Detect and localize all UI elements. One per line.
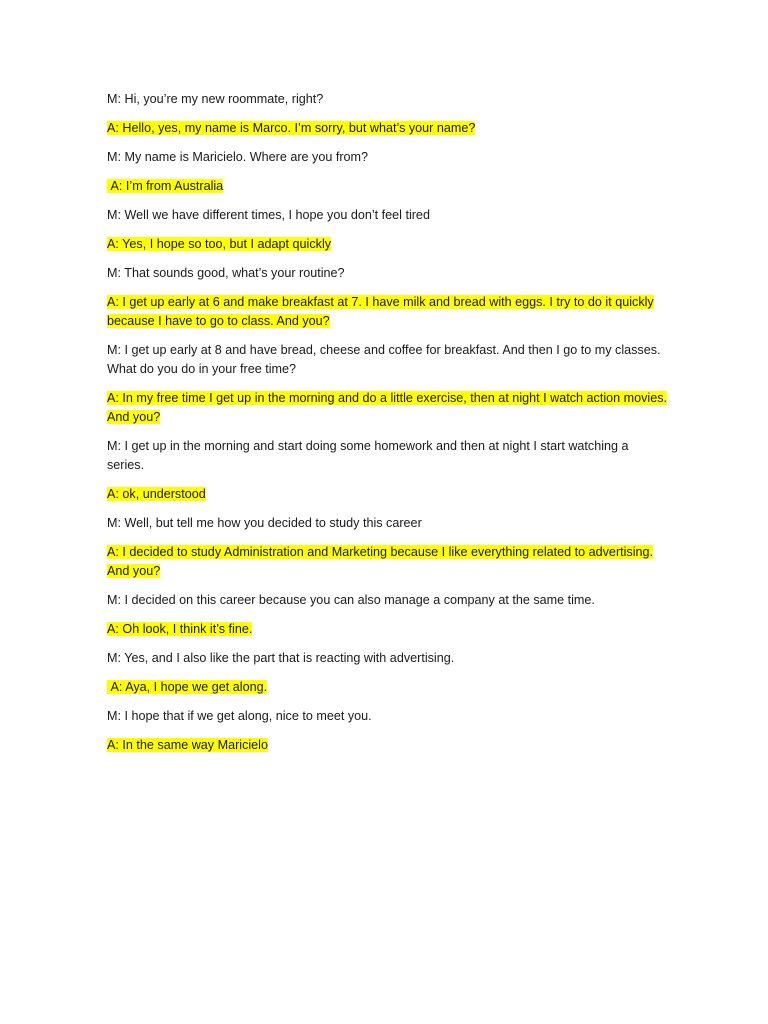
dialogue-line-a: [107, 543, 667, 581]
dialogue-line-m: [107, 649, 667, 668]
dialogue-line-m: [107, 206, 667, 225]
dialogue-line-a: [107, 177, 667, 196]
dialogue-line-a: [107, 678, 667, 697]
dialogue-text: M: I decided on this career because you can also manage a company at the same time.: [107, 593, 595, 607]
dialogue-text: M: I get up in the morning and start doing some homework and then at night I start watching a series.: [107, 439, 629, 472]
dialogue-text: M: That sounds good, what’s your routine?: [107, 266, 345, 280]
dialogue-line-m: [107, 264, 667, 283]
dialogue-line-m: [107, 707, 667, 726]
dialogue-text: M: My name is Maricielo. Where are you from?: [107, 150, 369, 164]
dialogue-line-m: [107, 591, 667, 610]
dialogue-text: A: In the same way Maricielo: [107, 738, 268, 752]
dialogue-text: A: Hello, yes, my name is Marco. I’m sorry, but what’s your name?: [107, 121, 476, 135]
dialogue-text: M: Well, but tell me how you decided to study this career: [107, 516, 422, 530]
dialogue-text: M: Hi, you’re my new roommate, right?: [107, 92, 324, 106]
dialogue-line-a: [107, 235, 667, 254]
dialogue-line-a: [107, 736, 667, 755]
dialogue-text: M: I get up early at 8 and have bread, cheese and coffee for breakfast. And then I go to my classes. What do you do in your free time?: [107, 343, 661, 376]
dialogue-text: A: Aya, I hope we get along.: [107, 680, 268, 694]
dialogue-line-m: [107, 148, 667, 167]
dialogue-text: M: Yes, and I also like the part that is reacting with advertising.: [107, 651, 455, 665]
dialogue-text: A: ok, understood: [107, 487, 206, 501]
dialogue-text: A: Yes, I hope so too, but I adapt quickly: [107, 237, 332, 251]
dialogue-text: A: I’m from Australia: [107, 179, 224, 193]
dialogue-line-m: [107, 514, 667, 533]
dialogue-line-a: [107, 389, 667, 427]
dialogue-line-a: [107, 485, 667, 504]
dialogue-text: M: Well we have different times, I hope you don’t feel tired: [107, 208, 430, 222]
dialogue-line-m: [107, 341, 667, 379]
dialogue-line-m: [107, 437, 667, 475]
dialogue-text: M: I hope that if we get along, nice to meet you.: [107, 709, 372, 723]
dialogue-line-m: [107, 90, 667, 109]
dialogue-text: A: I get up early at 6 and make breakfast at 7. I have milk and bread with eggs. I try to do it quickly because I have to go to class. And you?: [107, 295, 654, 328]
dialogue-line-a: [107, 620, 667, 639]
dialogue-text: A: I decided to study Administration and Marketing because I like everything related to advertising. And you?: [107, 545, 654, 578]
dialogue-line-a: [107, 293, 667, 331]
dialogue-line-a: [107, 119, 667, 138]
dialogue-body: [107, 90, 667, 765]
dialogue-text: A: Oh look, I think it’s fine.: [107, 622, 253, 636]
dialogue-text: A: In my free time I get up in the morning and do a little exercise, then at night I watch action movies. And you?: [107, 391, 668, 424]
